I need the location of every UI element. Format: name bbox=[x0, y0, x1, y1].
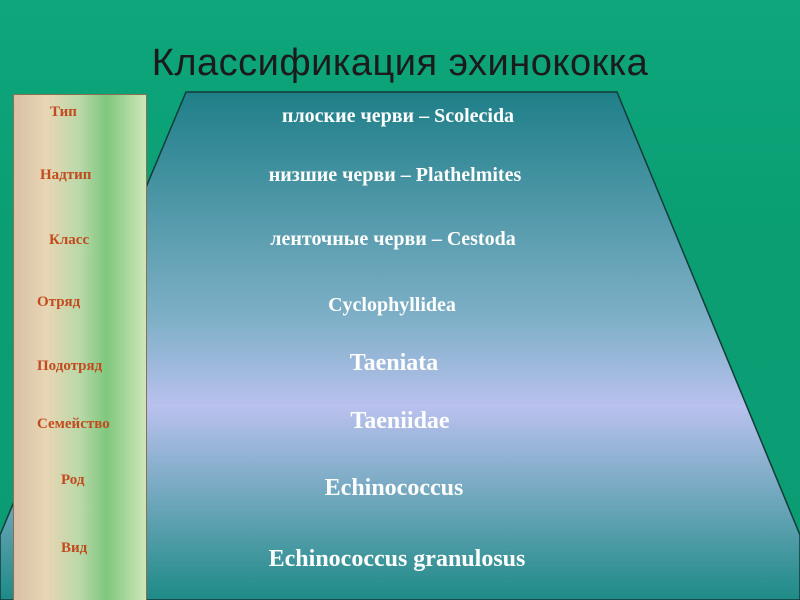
rank-superphylum: Надтип bbox=[40, 167, 92, 183]
taxon-phylum: плоские черви – Scolecida bbox=[281, 105, 515, 127]
rank-class: Класс bbox=[49, 232, 90, 248]
rank-family: Семейство bbox=[37, 416, 110, 432]
rank-genus: Род bbox=[61, 472, 85, 488]
rank-phylum: Тип bbox=[50, 104, 77, 120]
rank-order: Отряд bbox=[37, 294, 81, 310]
taxon-family: Taeniidae bbox=[350, 408, 450, 434]
taxon-genus: Echinococcus bbox=[324, 475, 464, 501]
taxon-order: Cyclophyllidea bbox=[328, 294, 456, 316]
rank-suborder: Подотряд bbox=[37, 358, 103, 374]
taxon-superphylum: низшие черви – Plathelmites bbox=[268, 164, 522, 186]
slide-title: Классификация эхинококка bbox=[151, 42, 649, 84]
taxon-species: Echinococcus granulosus bbox=[268, 546, 526, 572]
rank-species: Вид bbox=[61, 540, 88, 556]
taxon-class: ленточные черви – Cestoda bbox=[270, 228, 516, 250]
taxon-suborder: Taeniata bbox=[349, 350, 439, 376]
